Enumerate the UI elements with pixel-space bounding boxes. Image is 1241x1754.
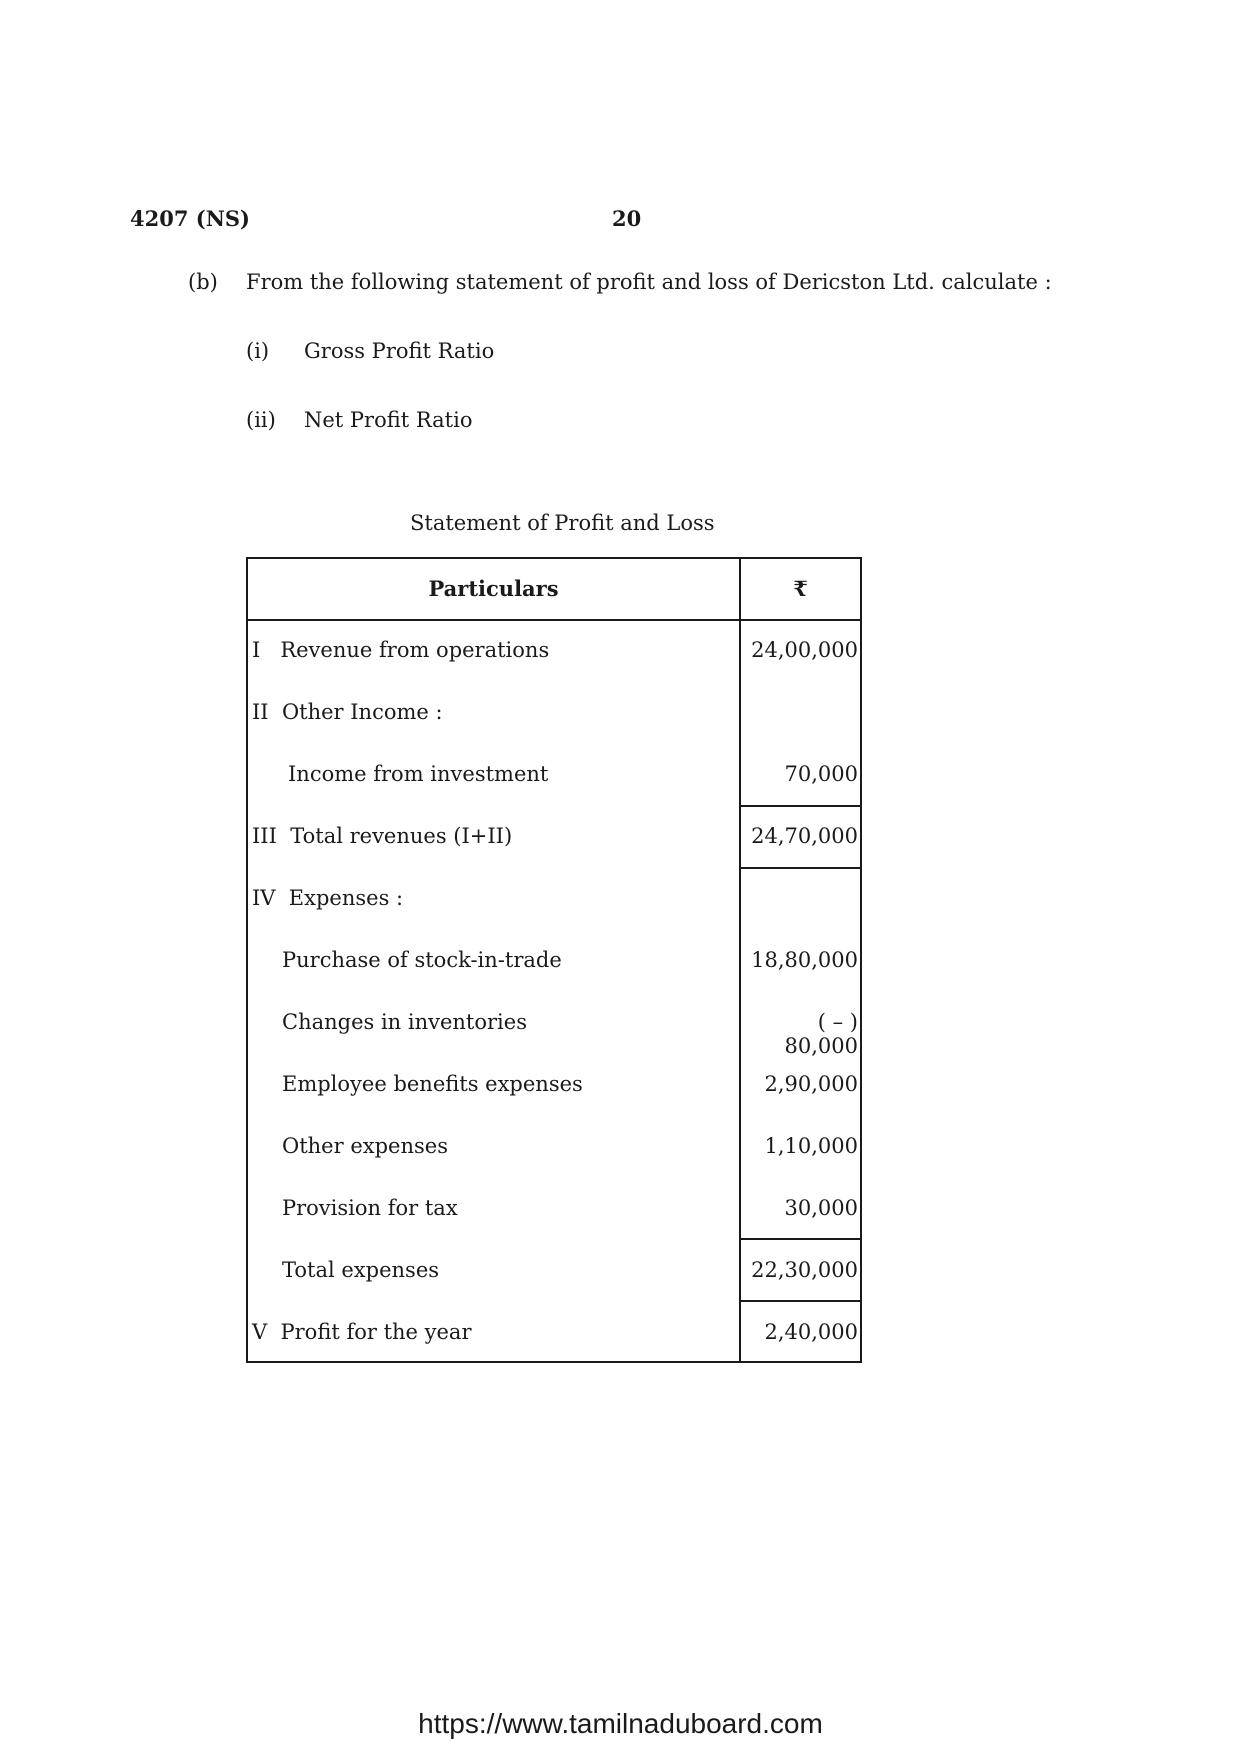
row-label: Provision for tax [282,1196,458,1220]
row-amount: 24,00,000 [751,638,858,662]
row-amount: 18,80,000 [751,948,858,972]
row-amount: 24,70,000 [751,824,858,848]
part-number: (i) [246,339,270,363]
header-amount: ₹ [793,576,808,601]
row-label: IV Expenses : [252,886,404,910]
row-label: II Other Income : [252,700,443,724]
subtotal-line [739,1238,860,1240]
row-label: Total expenses [282,1258,440,1282]
paper-code: 4207 (NS) [130,206,250,231]
row-label: Employee benefits expenses [282,1072,583,1096]
row-label: Income from investment [288,762,549,786]
row-amount: ( – ) 80,000 [784,1010,858,1058]
subtotal-line [739,867,860,869]
row-amount: 70,000 [784,762,858,786]
part-text: Net Profit Ratio [304,408,473,432]
part-text: Gross Profit Ratio [304,339,495,363]
footer-url: https://www.tamilnaduboard.com [418,1708,823,1739]
question-text: From the following statement of profit and loss of Dericston Ltd. calculate : [246,270,1052,294]
question-marker: (b) [188,270,218,294]
page-number: 20 [612,206,642,231]
row-amount: 22,30,000 [751,1258,858,1282]
subtotal-line [739,1300,860,1302]
part-number: (ii) [246,408,276,432]
row-label: Purchase of stock-in-trade [282,948,562,972]
row-amount: 30,000 [784,1196,858,1220]
row-label: III Total revenues (I+II) [252,824,513,848]
header-divider [248,619,860,621]
subtotal-line [739,805,860,807]
row-label: I Revenue from operations [252,638,550,662]
profit-loss-table [246,557,862,1363]
row-amount: 2,90,000 [764,1072,858,1096]
row-label: Changes in inventories [282,1010,527,1034]
row-amount: 2,40,000 [764,1320,858,1344]
header-particulars: Particulars [428,576,559,601]
row-label: V Profit for the year [252,1320,472,1344]
row-amount: 1,10,000 [764,1134,858,1158]
row-label: Other expenses [282,1134,448,1158]
statement-title: Statement of Profit and Loss [410,511,715,535]
